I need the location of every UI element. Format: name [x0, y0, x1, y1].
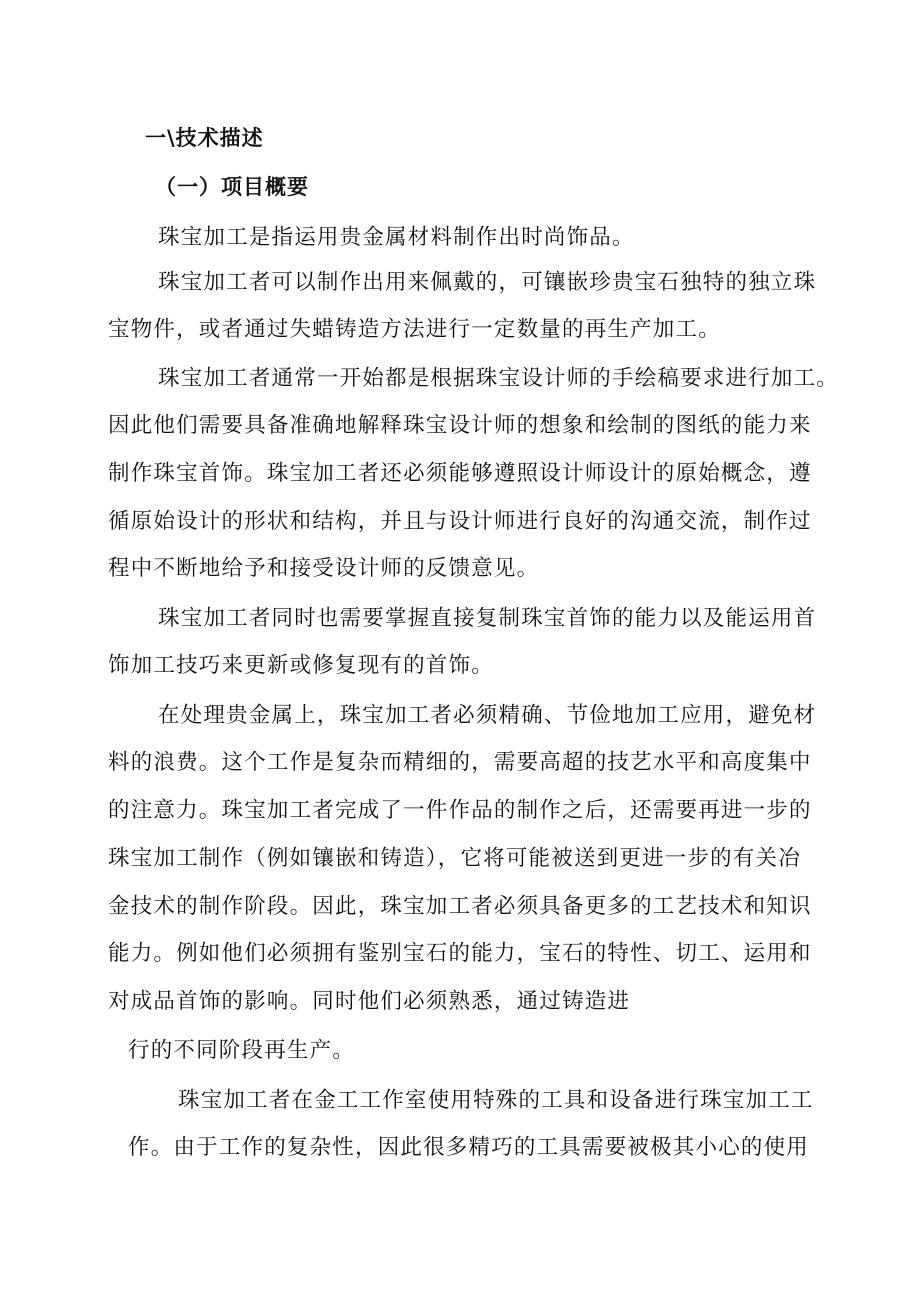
paragraph-line: 饰加工技巧来更新或修复现有的首饰。 — [108, 653, 494, 678]
paragraph-line: 珠宝加工制作（例如镶嵌和铸造），它将可能被送到更进一步的有关冶 — [108, 846, 801, 871]
paragraph-line: 在处理贵金属上，珠宝加工者必须精确、节俭地加工应用，避免材 — [158, 703, 817, 728]
paragraph-line: 珠宝加工者同时也需要掌握直接复制珠宝首饰的能力以及能运用首 — [158, 606, 817, 631]
paragraph-line: 作。由于工作的复杂性，因此很多精巧的工具需要被极其小心的使用 — [128, 1135, 810, 1160]
paragraph-line: 因此他们需要具备准确地解释珠宝设计师的想象和绘制的图纸的能力来 — [108, 413, 812, 438]
paragraph-line: 程中不断地给予和接受设计师的反馈意见。 — [108, 556, 540, 581]
paragraph-line: 珠宝加工是指运用贵金属材料制作出时尚饰品。 — [158, 225, 635, 250]
paragraph-line: 珠宝加工者在金工工作室使用特殊的工具和设备进行珠宝加工工 — [178, 1088, 814, 1113]
paragraph-line: 循原始设计的形状和结构，并且与设计师进行良好的沟通交流，制作过 — [108, 509, 812, 534]
section-heading: 一\技术描述 — [145, 126, 264, 150]
paragraph-line: 制作珠宝首饰。珠宝加工者还必须能够遵照设计师设计的原始概念，遵 — [108, 461, 812, 486]
paragraph-line: 的注意力。珠宝加工者完成了一件作品的制作之后，还需要再进一步的 — [108, 798, 812, 823]
paragraph-line: 宝物件，或者通过失蜡铸造方法进行一定数量的再生产加工。 — [108, 317, 721, 342]
paragraph-line: 珠宝加工者可以制作出用来佩戴的，可镶嵌珍贵宝石独特的独立珠 — [158, 270, 817, 295]
paragraph-line: 对成品首饰的影响。同时他们必须熟悉，通过铸造进 — [108, 989, 631, 1014]
paragraph-line: 金技术的制作阶段。因此，珠宝加工者必须具备更多的工艺技术和知识 — [108, 894, 812, 919]
paragraph-line: 能力。例如他们必须拥有鉴别宝石的能力，宝石的特性、切工、运用和 — [108, 941, 812, 966]
paragraph-line: 珠宝加工者通常一开始都是根据珠宝设计师的手绘稿要求进行加工。 — [158, 366, 840, 391]
subsection-heading: （一）项目概要 — [155, 175, 309, 199]
paragraph-line: 行的不同阶段再生产。 — [128, 1038, 356, 1063]
paragraph-line: 料的浪费。这个工作是复杂而精细的，需要高超的技艺水平和高度集中 — [108, 750, 812, 775]
